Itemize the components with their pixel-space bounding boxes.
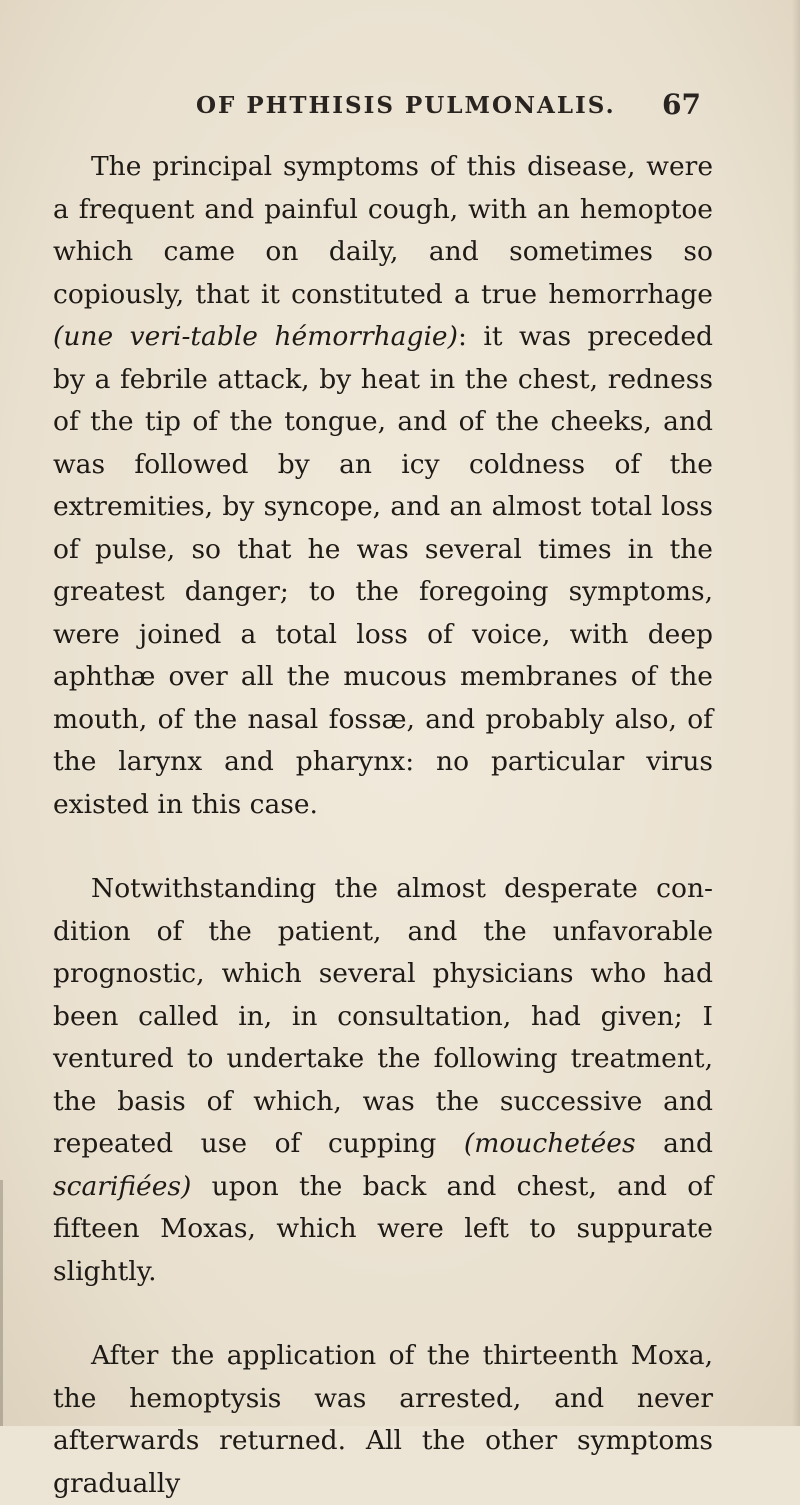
running-head bbox=[0, 88, 800, 132]
page-number: 67 bbox=[662, 88, 701, 121]
paragraph-treatment-and: and bbox=[635, 1128, 713, 1159]
paragraph-recovery bbox=[53, 1335, 713, 1499]
paragraph-symptoms-italic: (une veri-table hémorrhagie) bbox=[53, 321, 458, 352]
paragraph-treatment-italic-scarifiees: scarifiées) bbox=[53, 1170, 192, 1202]
paragraph-treatment bbox=[53, 868, 713, 1293]
running-title: OF PHTHISIS PULMONALIS. bbox=[196, 92, 616, 119]
paragraph-symptoms-text-end: : it was preceded by a febrile attack, by heat in the chest, redness of the tip of the tongue, and of the cheeks, and was followed by an icy coldness of the extremities, by syncope, and an almost total loss of pulse, so that he was several times in the greatest danger; to the foregoing symptoms, were joined a total loss of voice, with deep aphthæ over all the mucous membranes of the mouth, of the nasal fossæ, and probably also, of the larynx and pharynx: no particular virus existed in this case. bbox=[53, 321, 713, 820]
binding-edge-mark bbox=[0, 1180, 3, 1426]
paragraph-symptoms-text: The principal symptoms of this disease, were a frequent and painful cough, with an hemoptoe which came on daily, and sometimes so copiously, that it constituted a true hemorrhage bbox=[53, 151, 713, 310]
paragraph-treatment-text: Notwithstanding the almost desperate con-dition of the patient, and the unfavorable prognostic, which several physicians who had been called in, in consultation, had given; I ventured to undertake the following treatment, the basis of which, was the successive and repeated use of cupping bbox=[53, 873, 713, 1159]
paragraph-recovery-text: After the application of the thirteenth Moxa, the hemoptysis was arrested, and never afterwards returned. All the other symptoms gradually bbox=[53, 1340, 713, 1499]
body-text bbox=[53, 146, 713, 1499]
paragraph-treatment-italic-mouchetees: (mouchetées bbox=[463, 1128, 636, 1159]
page-edge-shadow bbox=[792, 0, 800, 1426]
paragraph-treatment-text-end: upon the back and chest, and of fifteen Moxas, which were left to suppurate slightly. bbox=[53, 1170, 713, 1287]
paragraph-symptoms bbox=[53, 146, 713, 826]
